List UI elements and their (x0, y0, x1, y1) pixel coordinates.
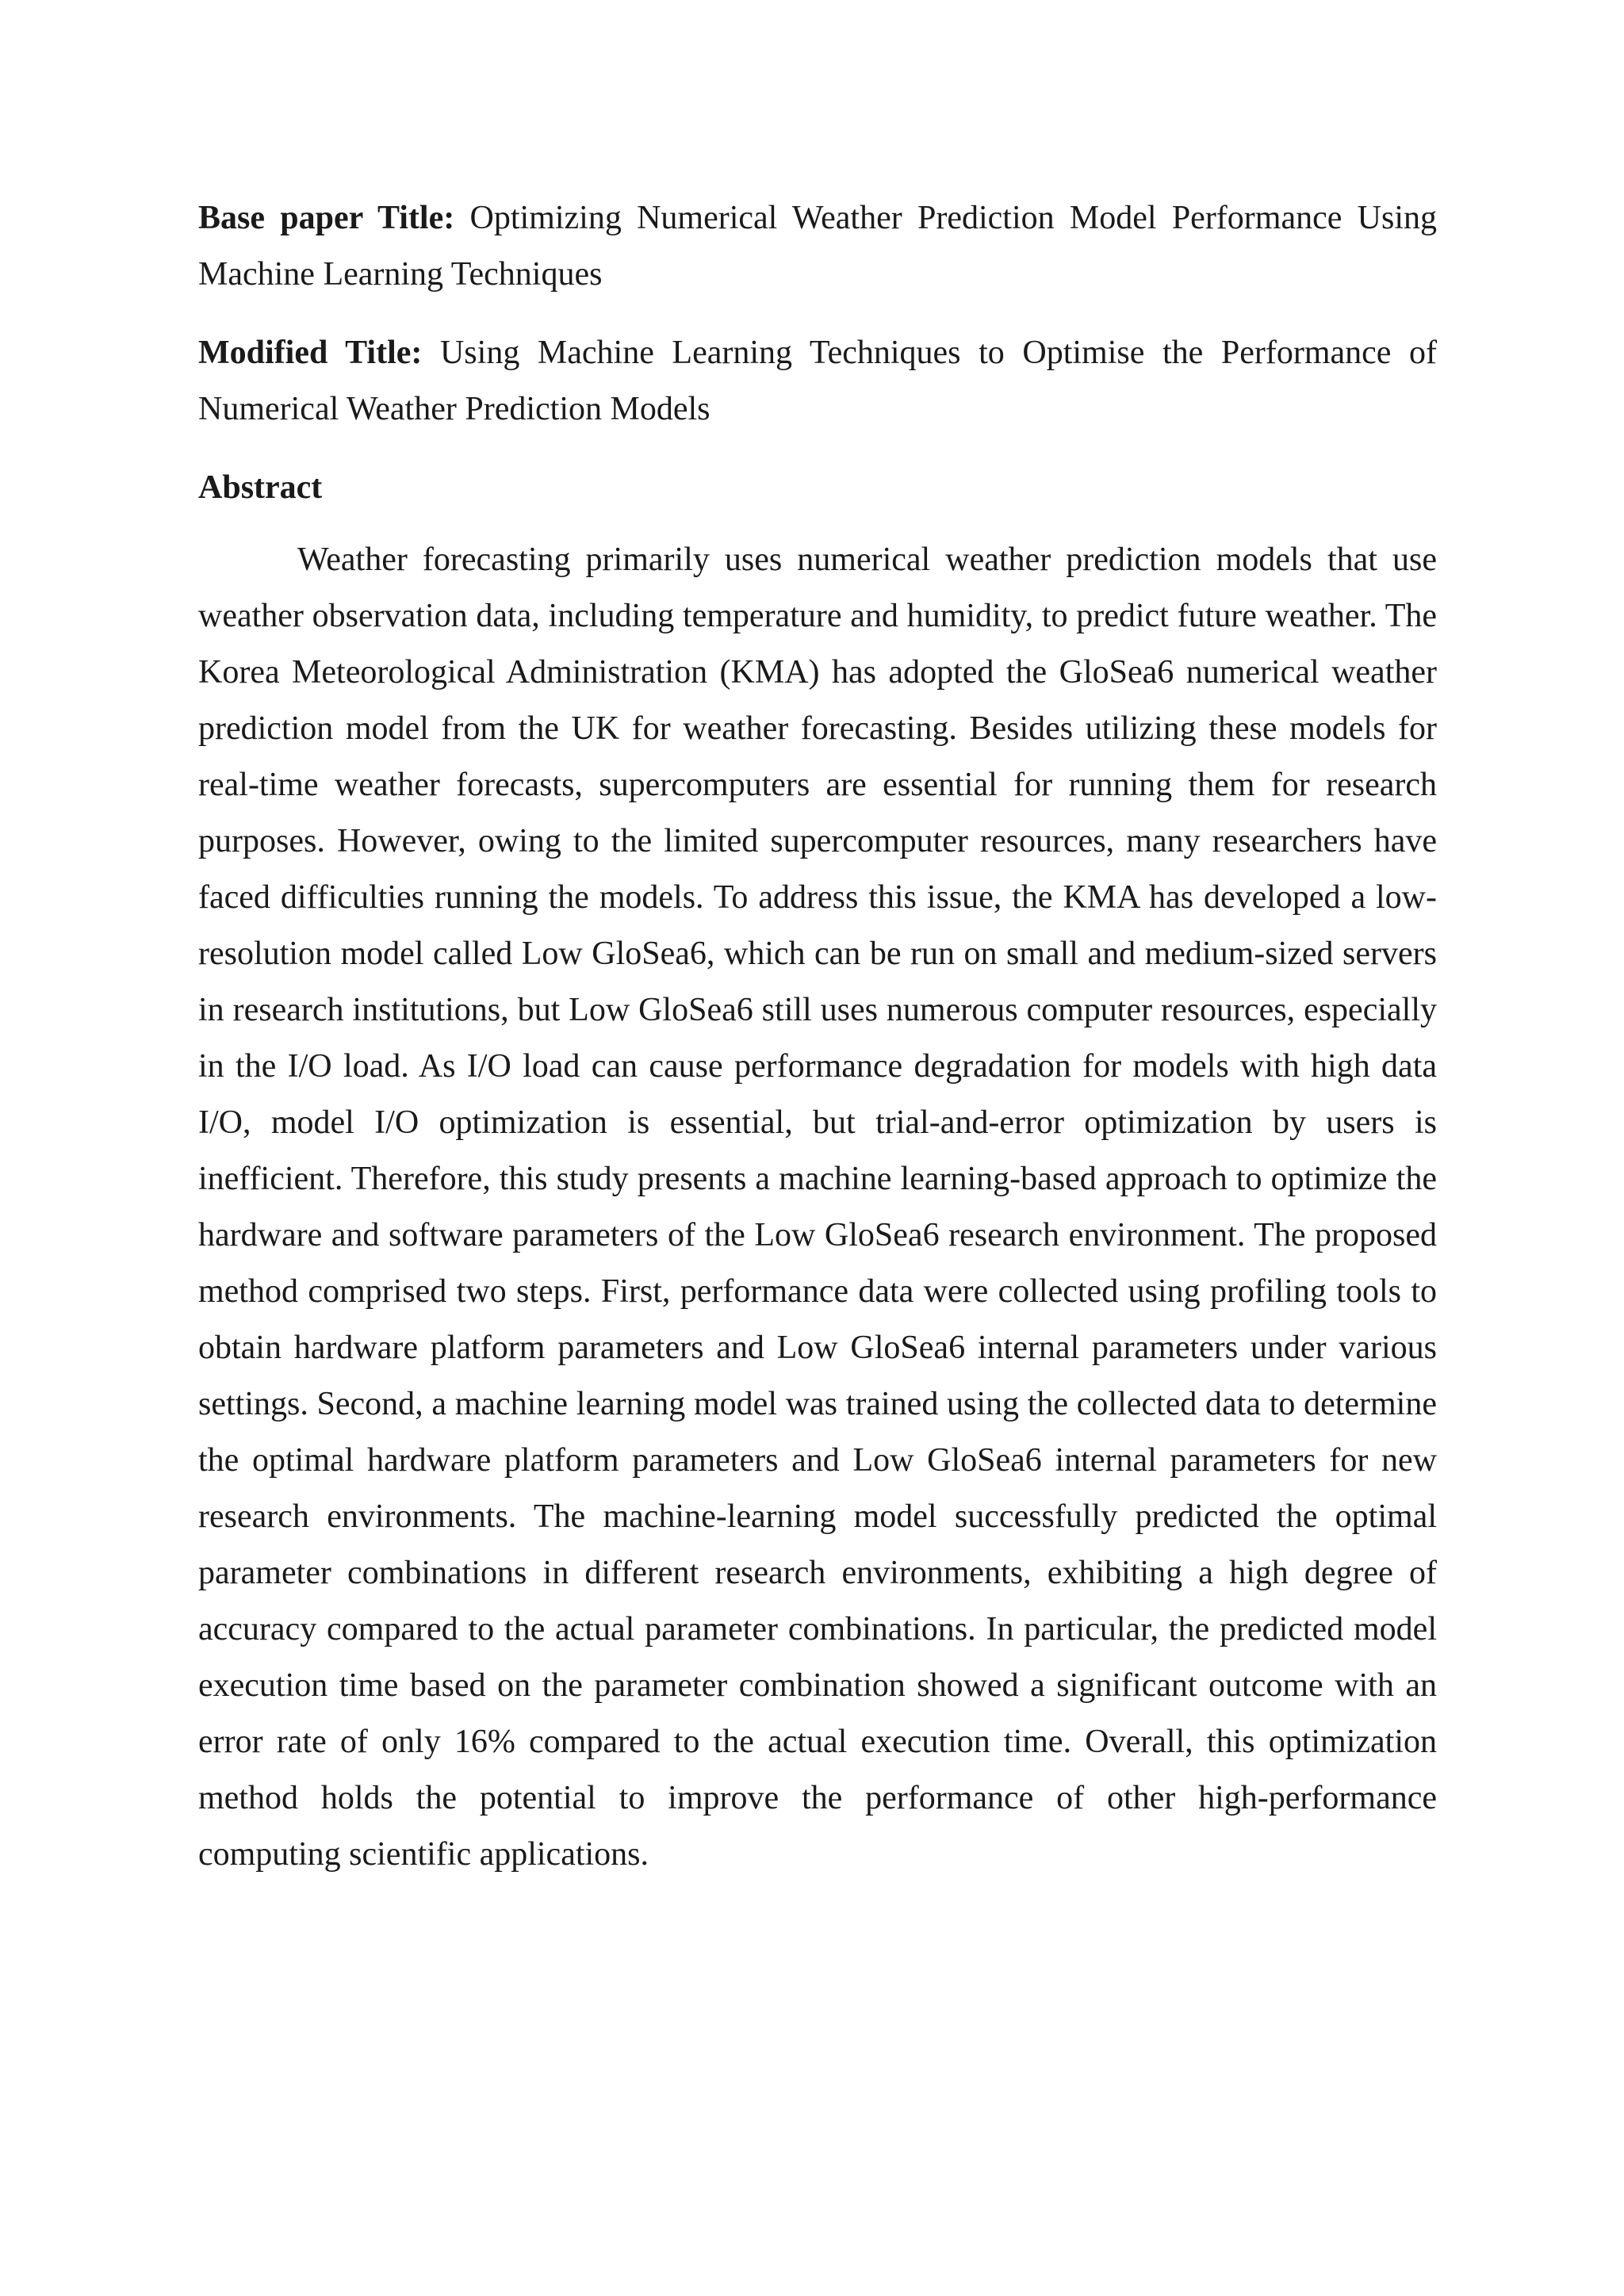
modified-title-block (198, 325, 1437, 438)
document-page (198, 190, 1437, 1883)
modified-title-label: Modified Title: (198, 335, 423, 371)
base-paper-title-block (198, 190, 1437, 303)
base-paper-title-label: Base paper Title: (198, 200, 455, 236)
abstract-body: Weather forecasting primarily uses numerical weather prediction models that use weather observation data, including temperature and humidity, to predict future weather. The Korea Meteorological Administration (KMA) has adopted the GloSea6 numerical weather prediction model from the UK for weather forecasting. Besides utilizing these models for real-time weather forecasts, supercomputers are essential for running them for research purposes. However, owing to the limited supercomputer resources, many researchers have faced difficulties running the models. To address this issue, the KMA has developed a low-resolution model called Low GloSea6, which can be run on small and medium-sized servers in research institutions, but Low GloSea6 still uses numerous computer resources, especially in the I/O load. As I/O load can cause performance degradation for models with high data I/O, model I/O optimization is essential, but trial-and-error optimization by users is inefficient. Therefore, this study presents a machine learning-based approach to optimize the hardware and software parameters of the Low GloSea6 research environment. The proposed method comprised two steps. First, performance data were collected using profiling tools to obtain hardware platform parameters and Low GloSea6 internal parameters under various settings. Second, a machine learning model was trained using the collected data to determine the optimal hardware platform parameters and Low GloSea6 internal parameters for new research environments. The machine-learning model successfully predicted the optimal parameter combinations in different research environments, exhibiting a high degree of accuracy compared to the actual parameter combinations. In particular, the predicted model execution time based on the parameter combination showed a significant outcome with an error rate of only 16% compared to the actual execution time. Overall, this optimization method holds the potential to improve the performance of other high-performance computing scientific applications. (198, 541, 1437, 1873)
base-paper-title-text: Optimizing Numerical Weather Prediction Model Performance Using Machine Learning Techniques (198, 200, 1437, 293)
abstract-heading: Abstract (198, 469, 323, 506)
modified-title-text: Using Machine Learning Techniques to Optimise the Performance of Numerical Weather Prediction Models (198, 335, 1437, 427)
